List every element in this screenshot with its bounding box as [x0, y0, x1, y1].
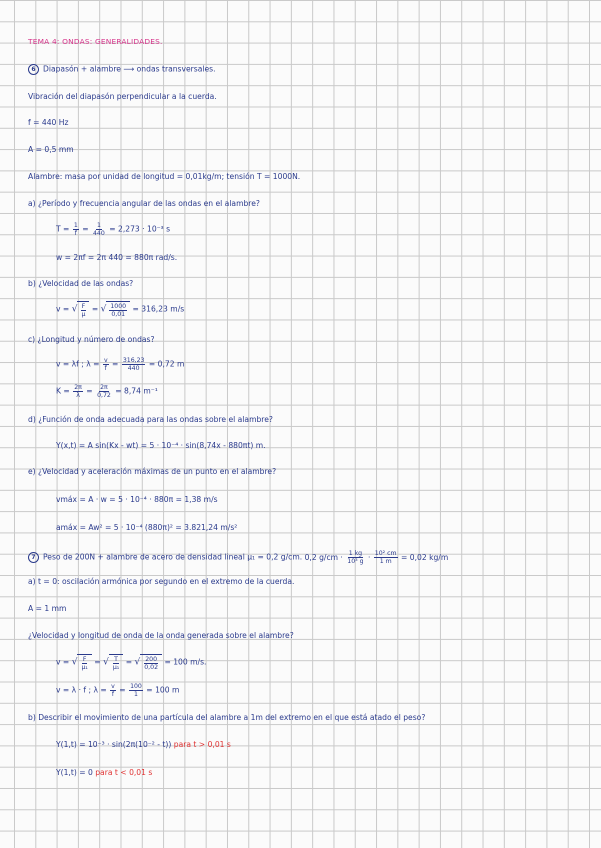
- frequency-value: f = 440 Hz: [28, 118, 69, 127]
- angular-frequency-formula: w = 2πf = 2π 440 = 880π rad/s.: [56, 253, 178, 262]
- displacement-case-1: Y(1,t) = 10⁻³ · sin(2π(10⁻² - t)) para t > 0,01 s: [56, 740, 231, 749]
- fraction: $\frac{316,23}{440}$: [122, 357, 145, 372]
- vibration-note: Vibración del diapasón perpendicular a la cuerda.: [28, 92, 217, 101]
- amplitude-value: A = 0,5 mm: [28, 145, 74, 154]
- sqrt-icon: √: [71, 657, 78, 668]
- wave-function: Y(x,t) = A sin(Kx - wt) = 5 · 10⁻⁴ · sin(8,74x - 880πt) m.: [56, 441, 266, 450]
- question-6b: b) ¿Velocidad de las ondas?: [28, 279, 134, 288]
- max-velocity: vmáx = A · w = 5 · 10⁻⁴ · 880π = 1,38 m/s: [56, 495, 218, 504]
- condition-label: para t < 0,01 s: [95, 768, 153, 777]
- wave-number-formula: K = $\frac{2\pi}{\lambda}$ = $\frac{2\pi}{0,72}$ = 8,74 m⁻¹: [56, 384, 158, 399]
- period-formula: T = $\frac{1}{f}$ = $\frac{1}{440}$ = 2,273 · 10⁻³ s: [56, 222, 171, 237]
- question-7-velocity: ¿Velocidad y longitud de onda de la onda generada sobre el alambre?: [28, 631, 294, 640]
- sqrt-icon: √: [100, 304, 107, 315]
- fraction: $\frac{2\pi}{0,72}$: [97, 384, 111, 399]
- sqrt-icon: √: [103, 657, 109, 668]
- question-6a: a) ¿Período y frecuencia angular de las ondas en el alambre?: [28, 199, 260, 208]
- condition-label: para t > 0,01 s: [173, 740, 231, 749]
- displacement-case-2: Y(1,t) = 0 para t < 0,01 s: [56, 768, 153, 777]
- max-acceleration: amáx = Aw² = 5 · 10⁻⁴ (880π)² = 3.821,24 m/s²: [56, 523, 238, 532]
- question-6c: c) ¿Longitud y número de ondas?: [28, 335, 155, 344]
- fraction: $\frac{1}{f}$: [73, 222, 78, 237]
- amplitude-value-7: A = 1 mm: [28, 604, 67, 613]
- wavelength-formula: v = λf ; λ = $\frac{v}{f}$ = $\frac{316,23}{440}$ = 0,72 m: [56, 357, 185, 372]
- velocity-formula-7: v = √ $\frac{F}{\text{μ₁}}$ = √ $\frac{T}{\text{μ₁}}$ = √ $\frac{200}{0,02}$ = 100 m/s.: [56, 655, 207, 671]
- question-6e: e) ¿Velocidad y aceleración máximas de un punto en el alambre?: [28, 467, 277, 476]
- problem-6-statement: Diapasón + alambre ⟶ ondas transversales.: [43, 64, 216, 74]
- wavelength-formula-7: v = λ · f ; λ = $\frac{v}{f}$ = $\frac{100}{1}$ = 100 m: [56, 683, 180, 698]
- problem-number-badge: 6: [28, 64, 39, 75]
- sqrt-icon: √: [134, 657, 141, 668]
- wire-properties: Alambre: masa por unidad de longitud = 0,01kg/m; tensión T = 1000N.: [28, 172, 301, 181]
- sqrt-icon: √: [71, 304, 78, 315]
- fraction: $\frac{v}{f}$: [103, 357, 108, 372]
- problem-7-statement: Peso de 200N + alambre de acero de densidad lineal μ₁ = 0,2 g/cm.: [43, 552, 303, 562]
- velocity-formula: v = √ $\frac{F}{\mu}$ = √ $\frac{1000}{0,01}$ = 316,23 m/s: [56, 302, 185, 318]
- page-title: TEMA 4: ONDAS: GENERALIDADES.: [28, 37, 163, 46]
- problem-6-intro: [28, 64, 216, 75]
- question-6d: d) ¿Función de onda adecuada para las ondas sobre el alambre?: [28, 415, 273, 424]
- fraction: $\frac{2\pi}{\lambda}$: [74, 384, 82, 399]
- problem-number-badge: 7: [28, 552, 39, 563]
- problem-7-intro: [28, 550, 448, 565]
- fraction: $\frac{1}{440}$: [93, 222, 105, 237]
- question-7a: a) t = 0: oscilación armónica por segundo en el extremo de la cuerda.: [28, 577, 295, 586]
- unit-conversion: 0,2 g/cm · $\frac{1 kg}{\text{10³ g}}$ · $\frac{\text{10² cm}}{1 m}$ = 0,02 kg/m: [304, 550, 449, 565]
- question-7b: b) Describir el movimiento de una partícula del alambre a 1m del extremo en el que está atado el peso?: [28, 713, 426, 722]
